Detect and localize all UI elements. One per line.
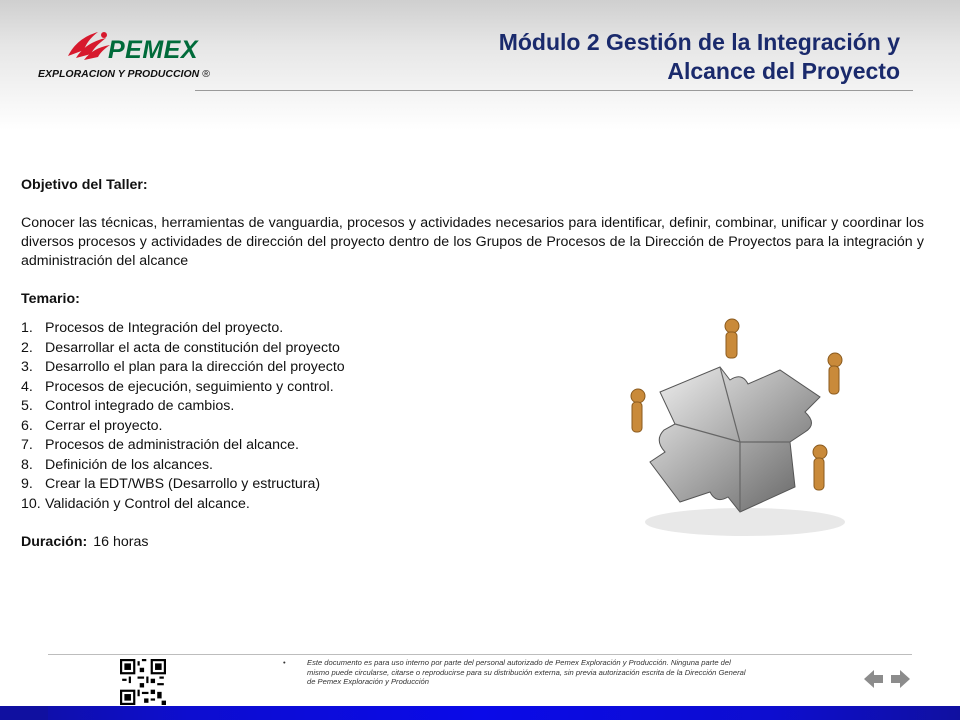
page-title — [499, 28, 900, 86]
title-line-1: Módulo 2 Gestión de la Integración y — [498, 29, 900, 55]
topic-text: Definición de los alcances. — [45, 456, 213, 473]
logo-subtitle-text: EXPLORACION Y PRODUCCION — [38, 68, 200, 80]
topic-number: 7. — [21, 437, 33, 453]
disclaimer — [283, 658, 753, 687]
topic-text: Cerrar el proyecto. — [45, 417, 163, 434]
objective-text: Conocer las técnicas, herramientas de vanguardia, procesos y actividades necesarios para identificar, definir, combinar, unificar y coordinar los diversos procesos y actividades de dirección del proyecto dentro de los Grupos de Procesos de la Dirección de Proyectos para la integración y administración del alcance — [21, 215, 924, 269]
title-line-2: Alcance del Proyecto — [667, 58, 900, 84]
topic-number: 1. — [21, 320, 33, 336]
arrow-right-icon[interactable] — [891, 670, 910, 688]
duration-value: 16 horas — [93, 534, 149, 550]
topic-text: Desarrollo el plan para la dirección del proyecto — [45, 359, 345, 375]
disclaimer-bullet: • — [283, 658, 286, 667]
logo-wordmark: PEMEX — [108, 36, 199, 64]
bottom-bar-left — [0, 706, 48, 720]
topic-text: Crear la EDT/WBS (Desarrollo y estructura) — [45, 476, 321, 492]
topic-number: 9. — [21, 476, 33, 492]
logo-subtitle — [38, 68, 210, 80]
nav-arrows — [862, 668, 912, 690]
registered-mark: ® — [202, 68, 210, 80]
duration-label: Duración: — [21, 534, 88, 550]
topic-number: 8. — [21, 456, 33, 473]
topic-text: Procesos de Integración del proyecto. — [45, 320, 284, 336]
topic-number: 2. — [21, 339, 33, 356]
arrow-left-icon[interactable] — [864, 670, 883, 688]
bottom-bar — [0, 706, 960, 720]
puzzle-figures-image — [620, 312, 860, 542]
temario-heading: Temario: — [21, 291, 80, 307]
topic-text: Validación y Control del alcance. — [45, 495, 250, 512]
topic-number: 3. — [21, 359, 33, 375]
disclaimer-text: Este documento es para uso interno por parte del personal autorizado de Pemex Exploración y Producción. Ninguna parte del mismo puede circularse, citarse o reproducirse para su distribución externa, sin previa autorización escrita de la Dirección General de Pemex Exploración y Producción — [307, 658, 746, 686]
topic-text: Procesos de administración del alcance. — [45, 437, 299, 453]
topic-text: Control integrado de cambios. — [45, 398, 235, 414]
header-divider — [195, 90, 913, 91]
topic-text: Procesos de ejecución, seguimiento y control. — [45, 378, 334, 395]
topic-number: 5. — [21, 398, 33, 414]
topic-number: 6. — [21, 417, 33, 434]
objective-heading: Objetivo del Taller: — [21, 177, 148, 193]
topic-number: 4. — [21, 378, 33, 395]
pemex-logo — [38, 26, 228, 86]
footer-divider — [48, 654, 912, 655]
topic-number: 10. — [21, 495, 41, 512]
topic-text: Desarrollar el acta de constitución del proyecto — [45, 339, 340, 356]
qr-code-icon — [120, 659, 166, 705]
